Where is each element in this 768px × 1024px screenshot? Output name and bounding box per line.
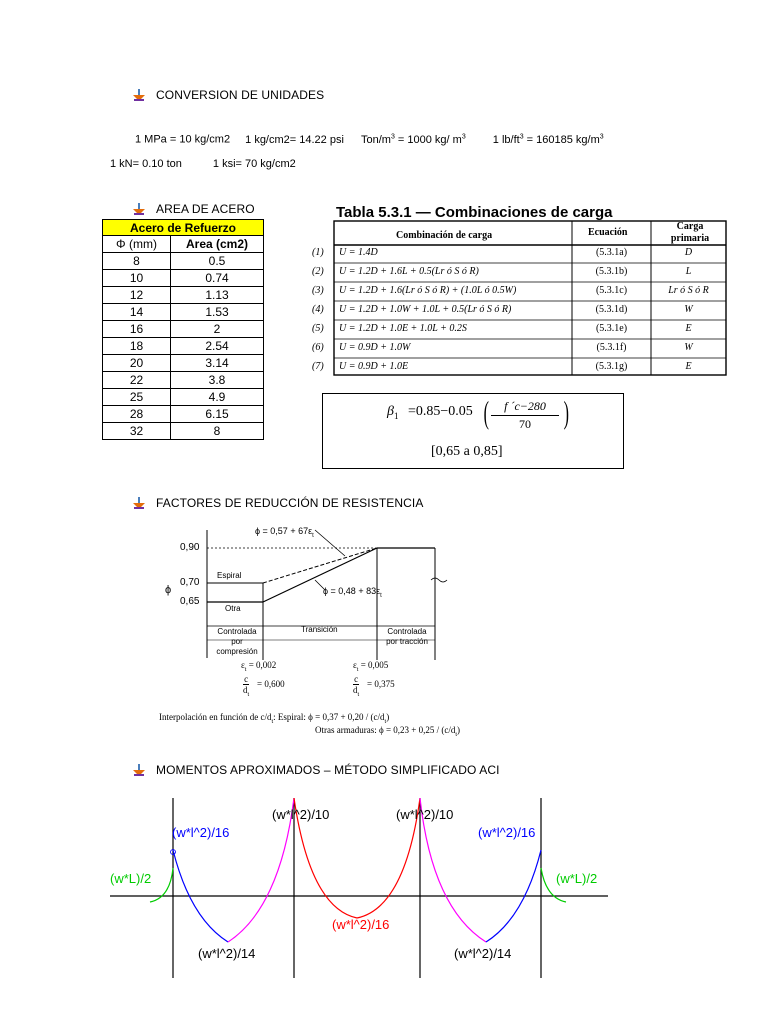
load-combinations-image bbox=[308, 200, 730, 380]
label-top-right: (w*l^2)/10 bbox=[396, 807, 454, 822]
bullet-icon bbox=[132, 763, 146, 777]
cell-area: 0.5 bbox=[171, 253, 264, 270]
table-row bbox=[103, 423, 264, 440]
header-primary-load: Carga primaria bbox=[670, 221, 710, 244]
combination-mark: (4) bbox=[312, 304, 324, 315]
label-spiral: Espiral bbox=[217, 571, 242, 580]
combination-mark: (3) bbox=[312, 285, 324, 296]
cell-diameter: 32 bbox=[103, 423, 171, 440]
zone-compression: Controlada por compresión bbox=[216, 627, 258, 656]
combination-primary-load: Lr ó S ó R bbox=[668, 285, 709, 296]
table-row bbox=[103, 287, 264, 304]
label-other: Otra bbox=[225, 604, 241, 613]
conversion-line-2: 1 kN= 0.10 ton 1 ksi= 70 kg/cm2 bbox=[110, 158, 296, 170]
beta-range: [0,65 a 0,85] bbox=[431, 444, 503, 459]
combination-formula: U = 0.9D + 1.0W bbox=[339, 342, 411, 353]
bullet-icon bbox=[132, 496, 146, 510]
strain-limit-2: $\varepsilon_t = 0,005$ bbox=[353, 660, 389, 673]
cell-area: 2.54 bbox=[171, 338, 264, 355]
table-row bbox=[103, 321, 264, 338]
combination-primary-load: L bbox=[685, 266, 692, 277]
combination-formula: U = 0.9D + 1.0E bbox=[339, 361, 409, 372]
ratio-2-fraction: c $d_t$ bbox=[353, 674, 360, 698]
cell-diameter: 18 bbox=[103, 338, 171, 355]
combination-mark: (1) bbox=[312, 247, 324, 258]
ratio-1-fraction: c $d_t$ bbox=[243, 674, 250, 698]
combination-formula: U = 1.2D + 1.0E + 1.0L + 0.2S bbox=[339, 323, 467, 334]
heading-conversion: CONVERSION DE UNIDADES bbox=[156, 88, 325, 102]
beta-symbol: $\beta_1$ bbox=[387, 404, 399, 421]
cell-diameter: 14 bbox=[103, 304, 171, 321]
cell-diameter: 10 bbox=[103, 270, 171, 287]
interpolation-other: Otras armaduras: $\phi = 0,23 + 0,25 / (c/d_t)$ bbox=[315, 725, 461, 738]
strain-limit-1: $\varepsilon_t = 0,002$ bbox=[241, 660, 277, 673]
label-right-16: (w*l^2)/16 bbox=[478, 825, 536, 840]
combination-mark: (7) bbox=[312, 361, 324, 372]
y-tick-070: 0,70 bbox=[180, 577, 200, 588]
cell-area: 1.53 bbox=[171, 304, 264, 321]
combination-formula: U = 1.4D bbox=[339, 247, 378, 258]
bullet-icon bbox=[132, 202, 146, 216]
heading-reduction-factors: FACTORES DE REDUCCIÓN DE RESISTENCIA bbox=[156, 496, 424, 510]
y-tick-065: 0,65 bbox=[180, 596, 200, 607]
label-left-16: (w*l^2)/16 bbox=[172, 825, 230, 840]
zone-transition: Transición bbox=[301, 625, 338, 634]
cell-area: 6.15 bbox=[171, 406, 264, 423]
y-tick-090: 0,90 bbox=[180, 542, 200, 553]
equation-top: $\phi = 0,57 + 67\varepsilon_t$ bbox=[255, 526, 314, 539]
combination-equation: (5.3.1b) bbox=[595, 266, 628, 277]
column-header-diameter: Φ (mm) bbox=[103, 236, 171, 253]
table-row bbox=[103, 304, 264, 321]
combination-mark: (5) bbox=[312, 323, 324, 334]
label-left-end: (w*L)/2 bbox=[110, 871, 152, 886]
combination-primary-load: E bbox=[685, 323, 692, 334]
table-row bbox=[103, 270, 264, 287]
cell-diameter: 16 bbox=[103, 321, 171, 338]
steel-area-table bbox=[102, 219, 264, 440]
label-left-14: (w*l^2)/14 bbox=[198, 946, 256, 961]
cell-area: 4.9 bbox=[171, 389, 264, 406]
ratio-1-value: = 0,600 bbox=[257, 679, 285, 689]
bullet-icon bbox=[132, 88, 146, 102]
equation-bottom: $\phi = 0,48 + 83\varepsilon_t$ bbox=[323, 586, 382, 599]
cell-area: 2 bbox=[171, 321, 264, 338]
combination-equation: (5.3.1d) bbox=[595, 304, 628, 315]
beta-numerator: f ´c−280 bbox=[504, 399, 546, 413]
label-mid-16: (w*l^2)/16 bbox=[332, 917, 390, 932]
label-right-14: (w*l^2)/14 bbox=[454, 946, 512, 961]
combination-primary-load: W bbox=[684, 342, 693, 353]
combination-formula: U = 1.2D + 1.6(Lr ó S ó R) + (1.0L ó 0.5W) bbox=[339, 285, 517, 296]
reduction-factor-diagram bbox=[155, 520, 480, 742]
cell-diameter: 20 bbox=[103, 355, 171, 372]
heading-steel-area: AREA DE ACERO bbox=[156, 202, 255, 216]
table-row bbox=[103, 253, 264, 270]
header-combination: Combinación de carga bbox=[396, 230, 493, 241]
phi-axis-label: ϕ bbox=[165, 584, 172, 596]
cell-area: 3.14 bbox=[171, 355, 264, 372]
beta-denominator: 70 bbox=[519, 417, 531, 431]
beta-formula-box bbox=[322, 393, 624, 469]
combination-equation: (5.3.1a) bbox=[595, 247, 628, 258]
combination-mark: (2) bbox=[312, 266, 324, 277]
cell-diameter: 28 bbox=[103, 406, 171, 423]
table-row bbox=[103, 355, 264, 372]
ratio-2-value: = 0,375 bbox=[367, 679, 395, 689]
combination-formula: U = 1.2D + 1.6L + 0.5(Lr ó S ó R) bbox=[339, 266, 479, 277]
cell-diameter: 25 bbox=[103, 389, 171, 406]
interpolation-spiral: Interpolación en función de $c/d_t$: Espiral: $\phi = 0,37 + 0,20 / (c/d_t)$ bbox=[159, 712, 390, 725]
paren-right: ) bbox=[563, 394, 569, 430]
zone-tension: Controlada por tracción bbox=[386, 627, 428, 646]
cell-diameter: 12 bbox=[103, 287, 171, 304]
paren-left: ( bbox=[483, 394, 489, 430]
table-row bbox=[103, 338, 264, 355]
combination-mark: (6) bbox=[312, 342, 324, 353]
beta-expression: =0.85−0.05 bbox=[408, 404, 473, 419]
table-row bbox=[103, 406, 264, 423]
combination-formula: U = 1.2D + 1.0W + 1.0L + 0.5(Lr ó S ó R) bbox=[339, 304, 512, 315]
table-row bbox=[103, 389, 264, 406]
column-header-area: Area (cm2) bbox=[171, 236, 264, 253]
cell-diameter: 22 bbox=[103, 372, 171, 389]
label-right-end: (w*L)/2 bbox=[556, 871, 598, 886]
cell-area: 0.74 bbox=[171, 270, 264, 287]
cell-area: 1.13 bbox=[171, 287, 264, 304]
moment-diagram bbox=[110, 798, 608, 978]
table-row bbox=[103, 372, 264, 389]
combination-equation: (5.3.1e) bbox=[595, 323, 628, 334]
cell-area: 3.8 bbox=[171, 372, 264, 389]
combination-equation: (5.3.1g) bbox=[595, 361, 628, 372]
conversion-line-1: 1 MPa = 10 kg/cm2 1 kg/cm2= 14.22 psi Ton/$m^3 = 1000$ kg/ $m^3$ 1 $lb/ft^3 = 160185$ $kg/m^3$ bbox=[135, 133, 604, 146]
table-title: Acero de Refuerzo bbox=[103, 220, 264, 236]
cell-area: 8 bbox=[171, 423, 264, 440]
combination-equation: (5.3.1c) bbox=[595, 285, 628, 296]
combination-equation: (5.3.1f) bbox=[596, 342, 627, 353]
combination-primary-load: E bbox=[685, 361, 692, 372]
heading-moments: MOMENTOS APROXIMADOS – MÉTODO SIMPLIFICADO ACI bbox=[156, 763, 500, 777]
fraction-bar bbox=[491, 415, 559, 416]
combinations-title: Tabla 5.3.1 — Combinaciones de carga bbox=[336, 204, 613, 221]
combination-primary-load: W bbox=[684, 304, 693, 315]
cell-diameter: 8 bbox=[103, 253, 171, 270]
combination-primary-load: D bbox=[684, 247, 693, 258]
header-equation: Ecuación bbox=[588, 227, 628, 238]
label-top-left: (w*l^2)/10 bbox=[272, 807, 330, 822]
